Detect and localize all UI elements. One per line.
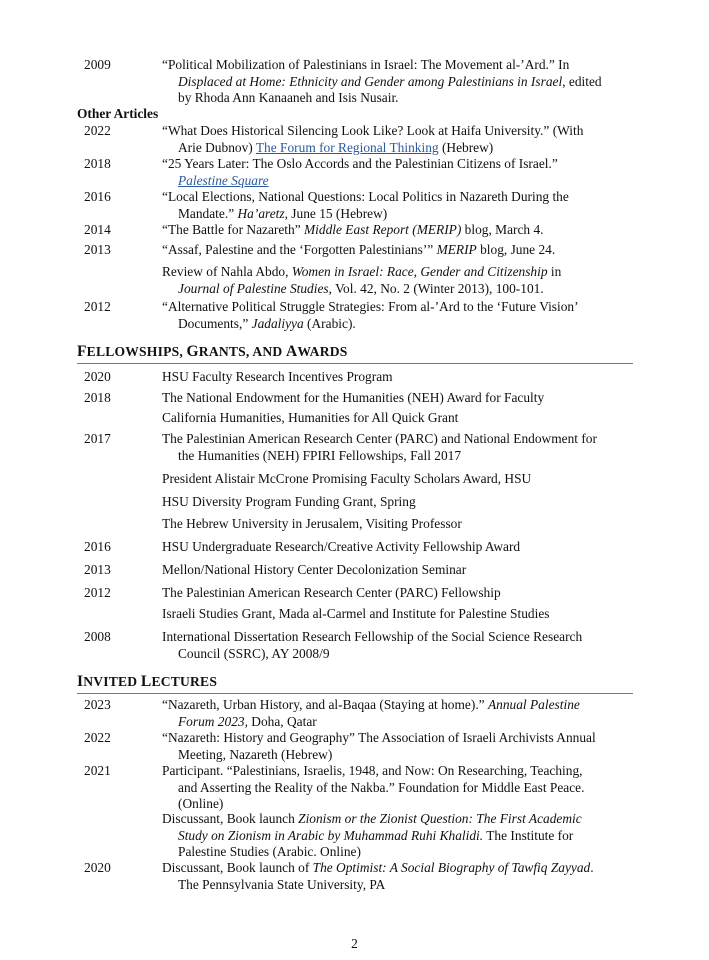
entry-text: “The Battle for Nazareth” [162, 222, 305, 237]
entry-year: 2023 [84, 697, 111, 712]
entry-year: 2018 [84, 390, 111, 405]
entry-year: 2022 [84, 123, 111, 138]
publication-title: MERIP [436, 242, 477, 257]
entry-line [162, 281, 640, 298]
book-title: The Optimist: A Social Biography of Tawfiq Zayyad [312, 860, 591, 875]
entry-line [162, 697, 640, 714]
entry-year: 2008 [84, 629, 111, 644]
page-number: 2 [351, 936, 358, 951]
entry-line: “Political Mobilization of Palestinians in Israel: The Movement al-’Ard.” In [162, 57, 570, 72]
entry-line [162, 242, 640, 259]
entry-line [162, 828, 640, 845]
other-articles-heading: Other Articles [77, 106, 159, 121]
entry-line: Palestine Studies (Arabic. Online) [178, 844, 361, 860]
entry-text: (Hebrew) [438, 139, 494, 155]
entry-text: Discussant, Book launch of [162, 860, 313, 875]
entry-text: Mandate.” [178, 205, 238, 221]
entry-line: HSU Undergraduate Research/Creative Activity Fellowship Award [162, 539, 521, 554]
entry-line [162, 173, 640, 190]
entry-line: The Palestinian American Research Center (PARC) Fellowship [162, 585, 501, 600]
entry-line: The National Endowment for the Humanities (NEH) Award for Faculty [162, 390, 545, 405]
entry-text: Discussant, Book launch [162, 811, 299, 826]
entry-text: Arie Dubnov) [178, 139, 256, 155]
entry-year: 2022 [84, 730, 111, 745]
entry-text: “Assaf, Palestine and the ‘Forgotten Palestinians’” [162, 242, 437, 257]
entry-line [162, 140, 640, 157]
entry-line [162, 206, 640, 223]
entry-line: Participant. “Palestinians, Israelis, 1948, and Now: On Researching, Teaching, [162, 763, 583, 778]
entry-year: 2020 [84, 369, 111, 384]
entry-line: Meeting, Nazareth (Hebrew) [178, 746, 333, 762]
entry-line: President Alistair McCrone Promising Faculty Scholars Award, HSU [162, 471, 532, 486]
entry-text: Documents,” [178, 315, 252, 331]
entry-text: , Vol. 42, No. 2 (Winter 2013), 100-101. [328, 280, 544, 296]
forum-link[interactable]: The Forum for Regional Thinking [255, 139, 439, 155]
entry-text: , Doha, Qatar [244, 713, 317, 729]
entry-text: The Institute for [483, 827, 574, 843]
entry-text: . [590, 860, 594, 875]
entry-line: The Pennsylvania State University, PA [178, 876, 386, 892]
entry-line: “Nazareth: History and Geography” The Association of Israeli Archivists Annual [162, 730, 596, 745]
entry-line [162, 222, 640, 239]
entry-line: “25 Years Later: The Oslo Accords and the Palestinian Citizens of Israel.” [162, 156, 558, 171]
entry-year: 2009 [84, 57, 111, 72]
entry-line: Israeli Studies Grant, Mada al-Carmel and Institute for Palestine Studies [162, 606, 550, 621]
entry-line [162, 264, 640, 281]
entry-year: 2017 [84, 431, 111, 446]
section-divider [77, 363, 633, 364]
publication-title: Jadaliyya [251, 315, 304, 331]
entry-line [162, 811, 640, 828]
entry-line: and Asserting the Reality of the Nakba.” Foundation for Middle East Peace. [178, 779, 585, 795]
entry-year: 2016 [84, 189, 111, 204]
entry-line: Council (SSRC), AY 2008/9 [178, 645, 330, 661]
entry-text: (Arabic). [303, 315, 356, 331]
entry-line [162, 714, 640, 731]
entry-year: 2012 [84, 585, 111, 600]
entry-line: The Palestinian American Research Center (PARC) and National Endowment for [162, 431, 597, 446]
event-title: Annual Palestine [487, 697, 580, 712]
entry-line [162, 74, 640, 91]
entry-line: by Rhoda Ann Kanaaneh and Isis Nusair. [178, 90, 399, 106]
event-title: Forum 2023 [178, 713, 245, 729]
section-title: FELLOWSHIPS, GRANTS, AND AWARDS [77, 343, 348, 360]
entry-text: blog, March 4. [461, 222, 544, 237]
entry-line: California Humanities, Humanities for All Quick Grant [162, 410, 459, 425]
entry-line: HSU Faculty Research Incentives Program [162, 369, 393, 384]
entry-text: blog, June 24. [476, 242, 556, 257]
palestine-square-link[interactable]: Palestine Square [178, 172, 269, 188]
entry-year: 2013 [84, 242, 111, 257]
fellowships-section-header [77, 344, 633, 361]
entry-text: , edited [562, 73, 602, 89]
entry-line: Mellon/National History Center Decolonization Seminar [162, 562, 467, 577]
book-title: Displaced at Home: Ethnicity and Gender among Palestinians in Israel [178, 73, 563, 89]
entry-year: 2018 [84, 156, 111, 171]
publication-title: Ha’aretz [237, 205, 285, 221]
section-divider [77, 693, 633, 694]
entry-year: 2016 [84, 539, 111, 554]
publication-title: Middle East Report (MERIP) [304, 222, 462, 237]
book-title: Women in Israel: Race, Gender and Citizenship [291, 264, 548, 279]
entry-year: 2012 [84, 299, 111, 314]
entry-line: International Dissertation Research Fellowship of the Social Science Research [162, 629, 583, 644]
entry-line [162, 316, 640, 333]
entry-year: 2021 [84, 763, 111, 778]
entry-line: The Hebrew University in Jerusalem, Visiting Professor [162, 516, 462, 531]
entry-text: Review of Nahla Abdo, [162, 264, 292, 279]
entry-year: 2014 [84, 222, 111, 237]
entry-line: “Local Elections, National Questions: Local Politics in Nazareth During the [162, 189, 569, 204]
entry-text: in [547, 264, 562, 279]
book-title: Zionism or the Zionist Question: The First Academic [298, 811, 582, 826]
lectures-section-header [77, 674, 633, 691]
entry-text: “Nazareth, Urban History, and al-Baqaa (Staying at home).” [162, 697, 488, 712]
entry-line [162, 860, 640, 877]
section-title: INVITED LECTURES [77, 673, 218, 690]
entry-year: 2020 [84, 860, 111, 875]
journal-title: Journal of Palestine Studies [178, 280, 329, 296]
entry-year: 2013 [84, 562, 111, 577]
entry-line: HSU Diversity Program Funding Grant, Spring [162, 494, 416, 509]
entry-line: “Alternative Political Struggle Strategies: From al-’Ard to the ‘Future Vision’ [162, 299, 579, 314]
entry-text: , June 15 (Hebrew) [284, 205, 388, 221]
entry-line: “What Does Historical Silencing Look Like? Look at Haifa University.” (With [162, 123, 584, 138]
entry-line: (Online) [178, 796, 224, 812]
entry-line: the Humanities (NEH) FPIRI Fellowships, Fall 2017 [178, 447, 462, 463]
book-title: Study on Zionism in Arabic by Muhammad Ruhi Khalidi. [178, 827, 484, 843]
